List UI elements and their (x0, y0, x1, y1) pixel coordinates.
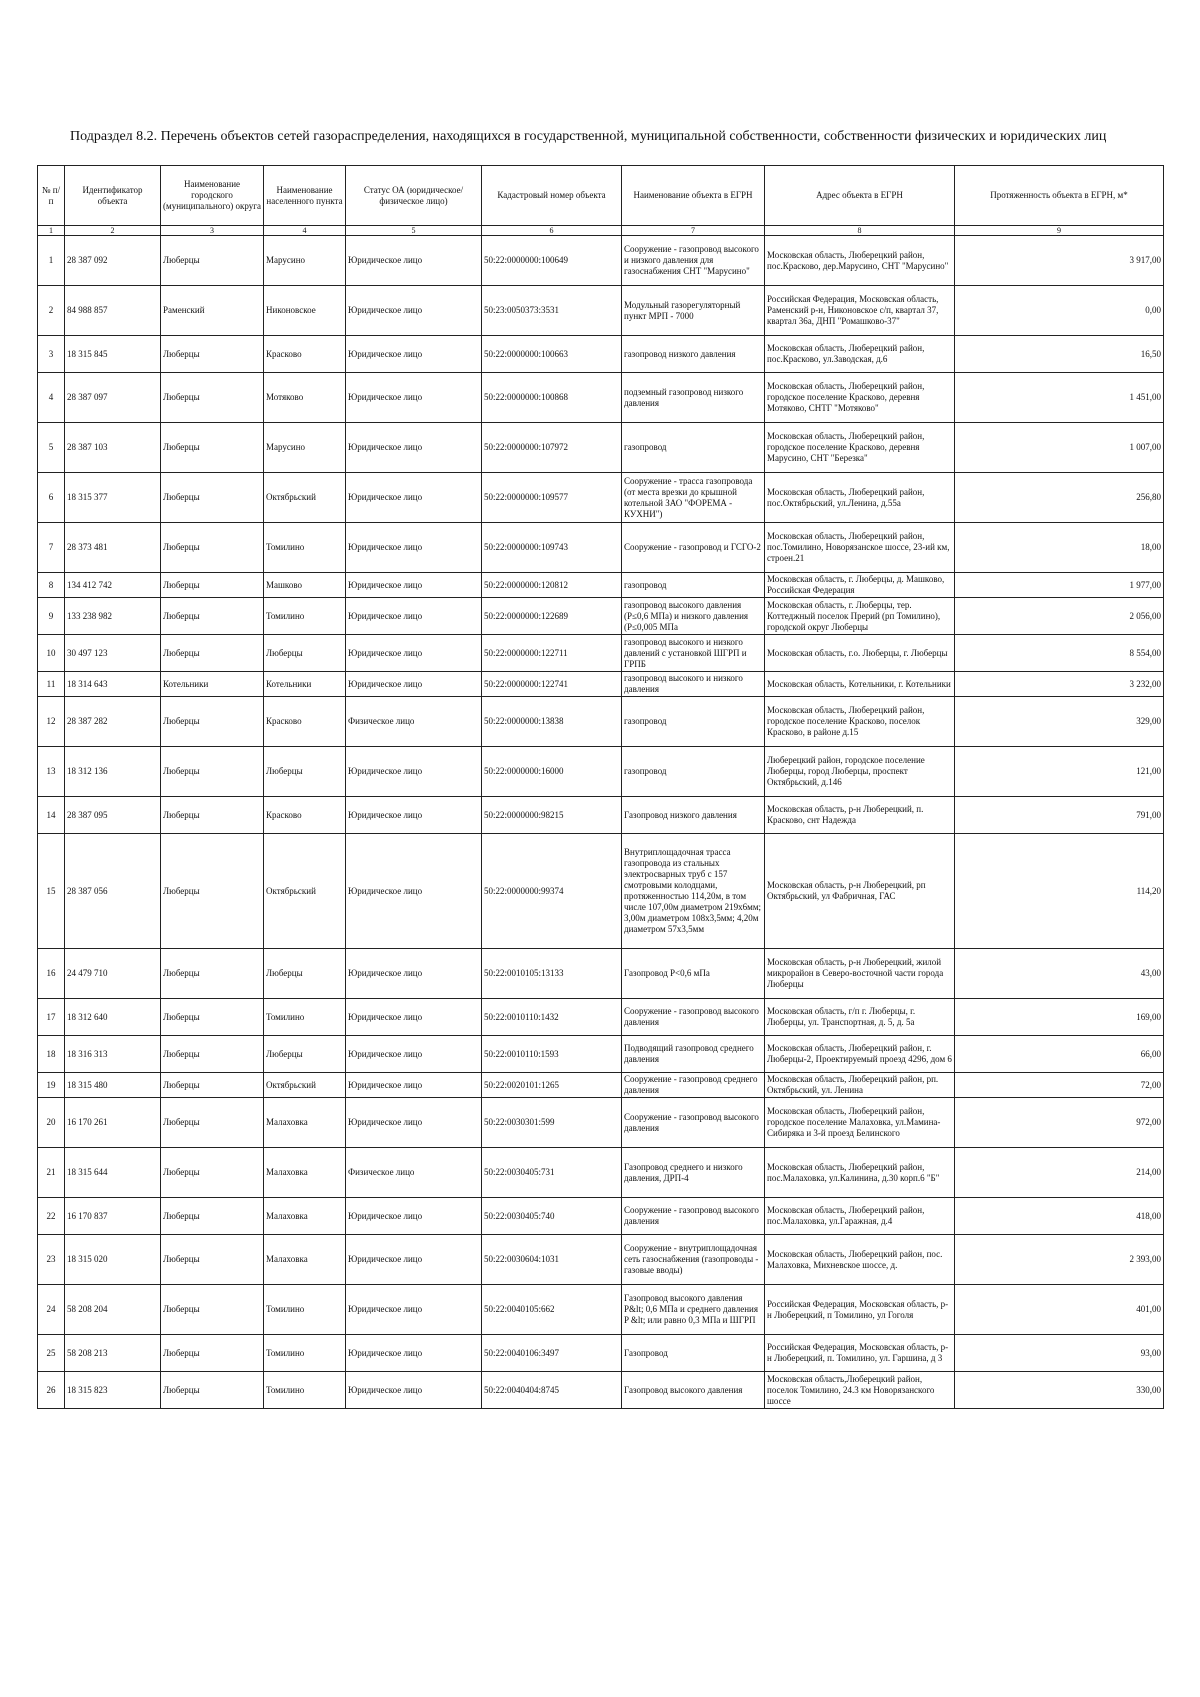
cell-address: Московская область, г.о. Люберцы, г. Люберцы (765, 635, 955, 672)
cell-number: 16 (38, 949, 65, 999)
cell-identifier: 18 315 020 (65, 1235, 161, 1285)
cell-object-name: газопровод (622, 747, 765, 797)
cell-address: Московская область, р-н Люберецкий, жилой микрорайон в Северо-восточной части города Люберцы (765, 949, 955, 999)
cell-owner-status: Юридическое лицо (346, 1372, 482, 1409)
cell-cadastral: 50:22:0040105:662 (482, 1285, 622, 1335)
cell-identifier: 30 497 123 (65, 635, 161, 672)
cell-object-name: Подводящий газопровод среднего давления (622, 1036, 765, 1073)
cell-district: Люберцы (161, 697, 264, 747)
cell-settlement: Томилино (264, 598, 346, 635)
col-number: 6 (482, 226, 622, 236)
cell-owner-status: Юридическое лицо (346, 1073, 482, 1098)
cell-object-name: Газопровод высокого давления P&lt; 0,6 МПа и среднего давления P &lt; или равно 0,3 МПа и ШГРП (622, 1285, 765, 1335)
cell-length: 330,00 (955, 1372, 1164, 1409)
cell-cadastral: 50:22:0000000:13838 (482, 697, 622, 747)
cell-owner-status: Юридическое лицо (346, 747, 482, 797)
cell-number: 8 (38, 573, 65, 598)
cell-owner-status: Юридическое лицо (346, 949, 482, 999)
cell-number: 11 (38, 672, 65, 697)
table-row (38, 949, 1164, 999)
cell-district: Люберцы (161, 523, 264, 573)
cell-identifier: 18 315 480 (65, 1073, 161, 1098)
cell-cadastral: 50:22:0010110:1593 (482, 1036, 622, 1073)
col-header-number: № п/п (38, 166, 65, 226)
cell-object-name: Сооружение - внутриплощадочная сеть газоснабжения (газопроводы - газовые вводы) (622, 1235, 765, 1285)
cell-owner-status: Юридическое лицо (346, 598, 482, 635)
cell-address: Московская область, Люберецкий район, пос.Малаховка, ул.Гаражная, д.4 (765, 1198, 955, 1235)
cell-identifier: 18 314 643 (65, 672, 161, 697)
table-row (38, 1285, 1164, 1335)
col-number: 4 (264, 226, 346, 236)
cell-object-name: газопровод (622, 697, 765, 747)
cell-district: Котельники (161, 672, 264, 697)
cell-settlement: Малаховка (264, 1098, 346, 1148)
table-row (38, 834, 1164, 949)
cell-length: 972,00 (955, 1098, 1164, 1148)
cell-length: 214,00 (955, 1148, 1164, 1198)
cell-object-name: Сооружение - газопровод среднего давления (622, 1073, 765, 1098)
cell-object-name: Сооружение - газопровод высокого давления (622, 1198, 765, 1235)
cell-settlement: Октябрьский (264, 473, 346, 523)
cell-number: 15 (38, 834, 65, 949)
cell-object-name: Газопровод (622, 1335, 765, 1372)
cell-number: 19 (38, 1073, 65, 1098)
cell-identifier: 58 208 213 (65, 1335, 161, 1372)
cell-address: Московская область, Люберецкий район, городское поселение Красково, деревня Мотяково, СНТГ "Мотяково" (765, 373, 955, 423)
cell-length: 1 007,00 (955, 423, 1164, 473)
cell-length: 329,00 (955, 697, 1164, 747)
cell-object-name: Газопровод низкого давления (622, 797, 765, 834)
cell-district: Люберцы (161, 1036, 264, 1073)
cell-object-name: Сооружение - газопровод высокого и низкого давления для газоснабжения СНТ "Марусино" (622, 236, 765, 286)
cell-number: 25 (38, 1335, 65, 1372)
table-row (38, 423, 1164, 473)
cell-identifier: 18 315 823 (65, 1372, 161, 1409)
col-header-owner-status: Статус ОА (юридическое/физическое лицо) (346, 166, 482, 226)
cell-length: 72,00 (955, 1073, 1164, 1098)
cell-identifier: 84 988 857 (65, 286, 161, 336)
cell-district: Люберцы (161, 373, 264, 423)
table-row (38, 1235, 1164, 1285)
cell-address: Московская область, г/п г. Люберцы, г. Люберцы, ул. Транспортная, д. 5, д. 5а (765, 999, 955, 1036)
table-row (38, 1335, 1164, 1372)
cell-identifier: 28 373 481 (65, 523, 161, 573)
cell-district: Люберцы (161, 1285, 264, 1335)
cell-length: 791,00 (955, 797, 1164, 834)
cell-district: Люберцы (161, 336, 264, 373)
cell-address: Московская область, Люберецкий район, г. Люберцы-2, Проектируемый проезд 4296, дом 6 (765, 1036, 955, 1073)
cell-address: Московская область, Люберецкий район, пос.Малаховка, ул.Калинина, д.30 корп.6 "Б" (765, 1148, 955, 1198)
cell-district: Люберцы (161, 635, 264, 672)
cell-owner-status: Юридическое лицо (346, 672, 482, 697)
cell-number: 20 (38, 1098, 65, 1148)
col-number: 7 (622, 226, 765, 236)
cell-cadastral: 50:22:0020101:1265 (482, 1073, 622, 1098)
cell-address: Московская область, р-н Люберецкий, п. Красково, снт Надежда (765, 797, 955, 834)
cell-cadastral: 50:22:0000000:100868 (482, 373, 622, 423)
cell-owner-status: Юридическое лицо (346, 1235, 482, 1285)
cell-number: 26 (38, 1372, 65, 1409)
cell-address: Российская Федерация, Московская область, р-н Люберецкий, п Томилино, ул Гоголя (765, 1285, 955, 1335)
col-header-district: Наименование городского (муниципального) округа (161, 166, 264, 226)
cell-number: 4 (38, 373, 65, 423)
cell-cadastral: 50:22:0000000:109743 (482, 523, 622, 573)
table-row (38, 286, 1164, 336)
cell-cadastral: 50:22:0000000:98215 (482, 797, 622, 834)
cell-owner-status: Юридическое лицо (346, 1285, 482, 1335)
cell-number: 23 (38, 1235, 65, 1285)
table-row (38, 523, 1164, 573)
col-header-length: Протяженность объекта в ЕГРН, м* (955, 166, 1164, 226)
cell-identifier: 134 412 742 (65, 573, 161, 598)
col-header-object-name: Наименование объекта в ЕГРН (622, 166, 765, 226)
cell-identifier: 28 387 103 (65, 423, 161, 473)
cell-identifier: 24 479 710 (65, 949, 161, 999)
cell-district: Раменский (161, 286, 264, 336)
col-header-settlement: Наименование населенного пункта (264, 166, 346, 226)
cell-cadastral: 50:22:0000000:120812 (482, 573, 622, 598)
cell-district: Люберцы (161, 1148, 264, 1198)
cell-district: Люберцы (161, 423, 264, 473)
column-numbers-row (38, 226, 1164, 236)
cell-cadastral: 50:22:0010105:13133 (482, 949, 622, 999)
cell-length: 169,00 (955, 999, 1164, 1036)
table-row (38, 1198, 1164, 1235)
table-row (38, 573, 1164, 598)
cell-number: 24 (38, 1285, 65, 1335)
col-number: 2 (65, 226, 161, 236)
cell-settlement: Красково (264, 697, 346, 747)
cell-address: Московская область, р-н Люберецкий, рп Октябрьский, ул Фабричная, ГАС (765, 834, 955, 949)
col-header-address: Адрес объекта в ЕГРН (765, 166, 955, 226)
cell-district: Люберцы (161, 573, 264, 598)
table-row (38, 1036, 1164, 1073)
cell-cadastral: 50:22:0030301:599 (482, 1098, 622, 1148)
cell-district: Люберцы (161, 797, 264, 834)
cell-settlement: Томилино (264, 1372, 346, 1409)
cell-number: 22 (38, 1198, 65, 1235)
cell-district: Люберцы (161, 999, 264, 1036)
cell-number: 14 (38, 797, 65, 834)
cell-cadastral: 50:22:0000000:122711 (482, 635, 622, 672)
cell-length: 93,00 (955, 1335, 1164, 1372)
cell-number: 5 (38, 423, 65, 473)
cell-number: 10 (38, 635, 65, 672)
cell-district: Люберцы (161, 1198, 264, 1235)
cell-length: 8 554,00 (955, 635, 1164, 672)
cell-length: 18,00 (955, 523, 1164, 573)
cell-owner-status: Юридическое лицо (346, 1335, 482, 1372)
cell-identifier: 58 208 204 (65, 1285, 161, 1335)
col-number: 3 (161, 226, 264, 236)
table-row (38, 672, 1164, 697)
cell-address: Российская Федерация, Московская область, Раменский р-н, Никоновское с/п, квартал 37, квартал 36а, ДНП "Ромашково-37" (765, 286, 955, 336)
cell-object-name: подземный газопровод низкого давления (622, 373, 765, 423)
cell-owner-status: Юридическое лицо (346, 573, 482, 598)
cell-cadastral: 50:22:0000000:107972 (482, 423, 622, 473)
cell-object-name: Сооружение - газопровод высокого давления (622, 999, 765, 1036)
cell-owner-status: Юридическое лицо (346, 373, 482, 423)
cell-district: Люберцы (161, 598, 264, 635)
cell-cadastral: 50:22:0000000:99374 (482, 834, 622, 949)
cell-object-name: газопровод (622, 573, 765, 598)
cell-identifier: 18 312 640 (65, 999, 161, 1036)
cell-cadastral: 50:22:0000000:122689 (482, 598, 622, 635)
cell-address: Московская область, Люберецкий район, городское поселение Красково, поселок Красково, в районе д.15 (765, 697, 955, 747)
cell-cadastral: 50:23:0050373:3531 (482, 286, 622, 336)
cell-address: Московская область, Котельники, г. Котельники (765, 672, 955, 697)
cell-settlement: Томилино (264, 999, 346, 1036)
cell-address: Российская Федерация, Московская область, р-н Люберецкий, п. Томилино, ул. Гаршина, д 3 (765, 1335, 955, 1372)
cell-settlement: Люберцы (264, 747, 346, 797)
cell-district: Люберцы (161, 949, 264, 999)
cell-number: 17 (38, 999, 65, 1036)
cell-owner-status: Юридическое лицо (346, 1036, 482, 1073)
cell-length: 256,80 (955, 473, 1164, 523)
table-row (38, 336, 1164, 373)
cell-object-name: Модульный газорегуляторный пункт МРП - 7000 (622, 286, 765, 336)
cell-length: 418,00 (955, 1198, 1164, 1235)
cell-number: 12 (38, 697, 65, 747)
table-row (38, 1148, 1164, 1198)
cell-number: 2 (38, 286, 65, 336)
cell-district: Люберцы (161, 747, 264, 797)
cell-number: 13 (38, 747, 65, 797)
cell-district: Люберцы (161, 834, 264, 949)
table-row (38, 1098, 1164, 1148)
cell-district: Люберцы (161, 1098, 264, 1148)
cell-address: Московская область,Люберецкий район, поселок Томилино, 24.3 км Новорязанского шоссе (765, 1372, 955, 1409)
cell-settlement: Томилино (264, 1335, 346, 1372)
cell-identifier: 18 312 136 (65, 747, 161, 797)
cell-object-name: Сооружение - газопровод высокого давления (622, 1098, 765, 1148)
cell-number: 3 (38, 336, 65, 373)
cell-number: 7 (38, 523, 65, 573)
cell-cadastral: 50:22:0000000:16000 (482, 747, 622, 797)
cell-settlement: Томилино (264, 1285, 346, 1335)
col-number: 8 (765, 226, 955, 236)
cell-district: Люберцы (161, 236, 264, 286)
cell-object-name: Сооружение - трасса газопровода (от места врезки до крышной котельной ЗАО "ФОРЕМА - КУХНИ") (622, 473, 765, 523)
cell-number: 18 (38, 1036, 65, 1073)
cell-owner-status: Юридическое лицо (346, 523, 482, 573)
cell-owner-status: Юридическое лицо (346, 473, 482, 523)
cell-cadastral: 50:22:0000000:122741 (482, 672, 622, 697)
register-table (37, 165, 1164, 1409)
cell-owner-status: Физическое лицо (346, 1148, 482, 1198)
cell-settlement: Красково (264, 336, 346, 373)
cell-length: 2 056,00 (955, 598, 1164, 635)
table-row (38, 797, 1164, 834)
cell-object-name: газопровод высокого и низкого давления (622, 672, 765, 697)
cell-cadastral: 50:22:0000000:100649 (482, 236, 622, 286)
cell-settlement: Котельники (264, 672, 346, 697)
cell-identifier: 18 315 644 (65, 1148, 161, 1198)
cell-district: Люберцы (161, 1073, 264, 1098)
cell-owner-status: Юридическое лицо (346, 336, 482, 373)
cell-cadastral: 50:22:0040404:8745 (482, 1372, 622, 1409)
cell-identifier: 28 387 282 (65, 697, 161, 747)
cell-length: 3 917,00 (955, 236, 1164, 286)
cell-length: 3 232,00 (955, 672, 1164, 697)
cell-address: Московская область, Люберецкий район, городское поселение Красково, деревня Марусино, СНТ "Березка" (765, 423, 955, 473)
cell-length: 121,00 (955, 747, 1164, 797)
cell-object-name: газопровод низкого давления (622, 336, 765, 373)
cell-identifier: 133 238 982 (65, 598, 161, 635)
cell-length: 0,00 (955, 286, 1164, 336)
cell-length: 43,00 (955, 949, 1164, 999)
cell-owner-status: Юридическое лицо (346, 1098, 482, 1148)
cell-cadastral: 50:22:0040106:3497 (482, 1335, 622, 1372)
cell-identifier: 18 316 313 (65, 1036, 161, 1073)
cell-length: 16,50 (955, 336, 1164, 373)
cell-owner-status: Юридическое лицо (346, 1198, 482, 1235)
cell-settlement: Малаховка (264, 1235, 346, 1285)
cell-settlement: Никоновское (264, 286, 346, 336)
cell-length: 401,00 (955, 1285, 1164, 1335)
cell-owner-status: Юридическое лицо (346, 999, 482, 1036)
cell-object-name: Газопровод Р<0,6 мПа (622, 949, 765, 999)
cell-district: Люберцы (161, 1335, 264, 1372)
cell-address: Московская область, Люберецкий район, пос.Октябрьский, ул.Ленина, д.55а (765, 473, 955, 523)
cell-settlement: Люберцы (264, 949, 346, 999)
col-number: 1 (38, 226, 65, 236)
cell-cadastral: 50:22:0000000:100663 (482, 336, 622, 373)
cell-owner-status: Юридическое лицо (346, 635, 482, 672)
cell-identifier: 18 315 377 (65, 473, 161, 523)
col-header-identifier: Идентификатор объекта (65, 166, 161, 226)
cell-cadastral: 50:22:0030405:740 (482, 1198, 622, 1235)
cell-number: 1 (38, 236, 65, 286)
cell-identifier: 28 387 092 (65, 236, 161, 286)
table-row (38, 635, 1164, 672)
cell-length: 2 393,00 (955, 1235, 1164, 1285)
cell-object-name: газопровод высокого и низкого давлений с установкой ШГРП и ГРПБ (622, 635, 765, 672)
table-row (38, 236, 1164, 286)
cell-settlement: Красково (264, 797, 346, 834)
cell-cadastral: 50:22:0030604:1031 (482, 1235, 622, 1285)
table-row (38, 697, 1164, 747)
table-row (38, 598, 1164, 635)
cell-district: Люберцы (161, 473, 264, 523)
cell-object-name: Газопровод высокого давления (622, 1372, 765, 1409)
table-row (38, 747, 1164, 797)
cell-owner-status: Физическое лицо (346, 697, 482, 747)
cell-settlement: Томилино (264, 523, 346, 573)
cell-settlement: Октябрьский (264, 1073, 346, 1098)
cell-address: Московская область, Люберецкий район, пос. Малаховка, Михневское шоссе, д. (765, 1235, 955, 1285)
cell-settlement: Октябрьский (264, 834, 346, 949)
cell-number: 21 (38, 1148, 65, 1198)
cell-object-name: Сооружение - газопровод и ГСГО-2 (622, 523, 765, 573)
cell-object-name: газопровод (622, 423, 765, 473)
table-row (38, 373, 1164, 423)
cell-cadastral: 50:22:0030405:731 (482, 1148, 622, 1198)
cell-settlement: Марусино (264, 236, 346, 286)
cell-object-name: Внутриплощадочная трасса газопровода из стальных электросварных труб с 157 смотровыми колодцами, протяженностью 114,20м, в том числе 107,00м диаметром 219х6мм; 3,00м диаметром 108х3,5мм; 4,20м диаметром 57х3,5мм (622, 834, 765, 949)
cell-object-name: Газопровод среднего и низкого давления, ДРП-4 (622, 1148, 765, 1198)
cell-address: Московская область, Люберецкий район, пос.Красково, дер.Марусино, СНТ "Марусино" (765, 236, 955, 286)
cell-length: 1 977,00 (955, 573, 1164, 598)
table-row (38, 473, 1164, 523)
cell-length: 1 451,00 (955, 373, 1164, 423)
cell-owner-status: Юридическое лицо (346, 834, 482, 949)
header-row (38, 166, 1164, 226)
cell-settlement: Люберцы (264, 635, 346, 672)
cell-identifier: 28 387 097 (65, 373, 161, 423)
cell-address: Московская область, г. Люберцы, д. Машково, Российская Федерация (765, 573, 955, 598)
cell-address: Московская область, Люберецкий район, пос.Красково, ул.Заводская, д.6 (765, 336, 955, 373)
cell-cadastral: 50:22:0010110:1432 (482, 999, 622, 1036)
table-row (38, 999, 1164, 1036)
cell-number: 9 (38, 598, 65, 635)
cell-settlement: Малаховка (264, 1198, 346, 1235)
page-title: Подраздел 8.2. Перечень объектов сетей газораспределения, находящихся в государственной, муниципальной собственности, собственности физических и юридических лиц (70, 129, 1107, 144)
cell-district: Люберцы (161, 1372, 264, 1409)
col-header-cadastral: Кадастровый номер объекта (482, 166, 622, 226)
cell-identifier: 28 387 095 (65, 797, 161, 834)
cell-object-name: газопровод высокого давления (P≤0,6 МПа) и низкого давления (P≤0,005 МПа (622, 598, 765, 635)
cell-identifier: 18 315 845 (65, 336, 161, 373)
cell-settlement: Машково (264, 573, 346, 598)
cell-settlement: Мотяково (264, 373, 346, 423)
cell-address: Московская область, Люберецкий район, рп. Октябрьский, ул. Ленина (765, 1073, 955, 1098)
cell-address: Московская область, Люберецкий район, городское поселение Малаховка, ул.Мамина-Сибиряка и 3-й проезд Белинского (765, 1098, 955, 1148)
table-row (38, 1073, 1164, 1098)
cell-length: 66,00 (955, 1036, 1164, 1073)
cell-address: Люберецкий район, городское поселение Люберцы, город Люберцы, проспект Октябрьский, д.146 (765, 747, 955, 797)
col-number: 9 (955, 226, 1164, 236)
cell-identifier: 28 387 056 (65, 834, 161, 949)
col-number: 5 (346, 226, 482, 236)
cell-address: Московская область, г. Люберцы, тер. Коттеджный поселок Прерий (рп Томилино), городской округ Люберцы (765, 598, 955, 635)
cell-owner-status: Юридическое лицо (346, 236, 482, 286)
cell-identifier: 16 170 261 (65, 1098, 161, 1148)
cell-settlement: Малаховка (264, 1148, 346, 1198)
cell-address: Московская область, Люберецкий район, пос.Томилино, Новорязанское шоссе, 23-ий км, строен.21 (765, 523, 955, 573)
cell-owner-status: Юридическое лицо (346, 286, 482, 336)
cell-settlement: Марусино (264, 423, 346, 473)
table-row (38, 1372, 1164, 1409)
cell-length: 114,20 (955, 834, 1164, 949)
cell-number: 6 (38, 473, 65, 523)
cell-owner-status: Юридическое лицо (346, 423, 482, 473)
cell-district: Люберцы (161, 1235, 264, 1285)
cell-settlement: Люберцы (264, 1036, 346, 1073)
cell-owner-status: Юридическое лицо (346, 797, 482, 834)
cell-cadastral: 50:22:0000000:109577 (482, 473, 622, 523)
cell-identifier: 16 170 837 (65, 1198, 161, 1235)
